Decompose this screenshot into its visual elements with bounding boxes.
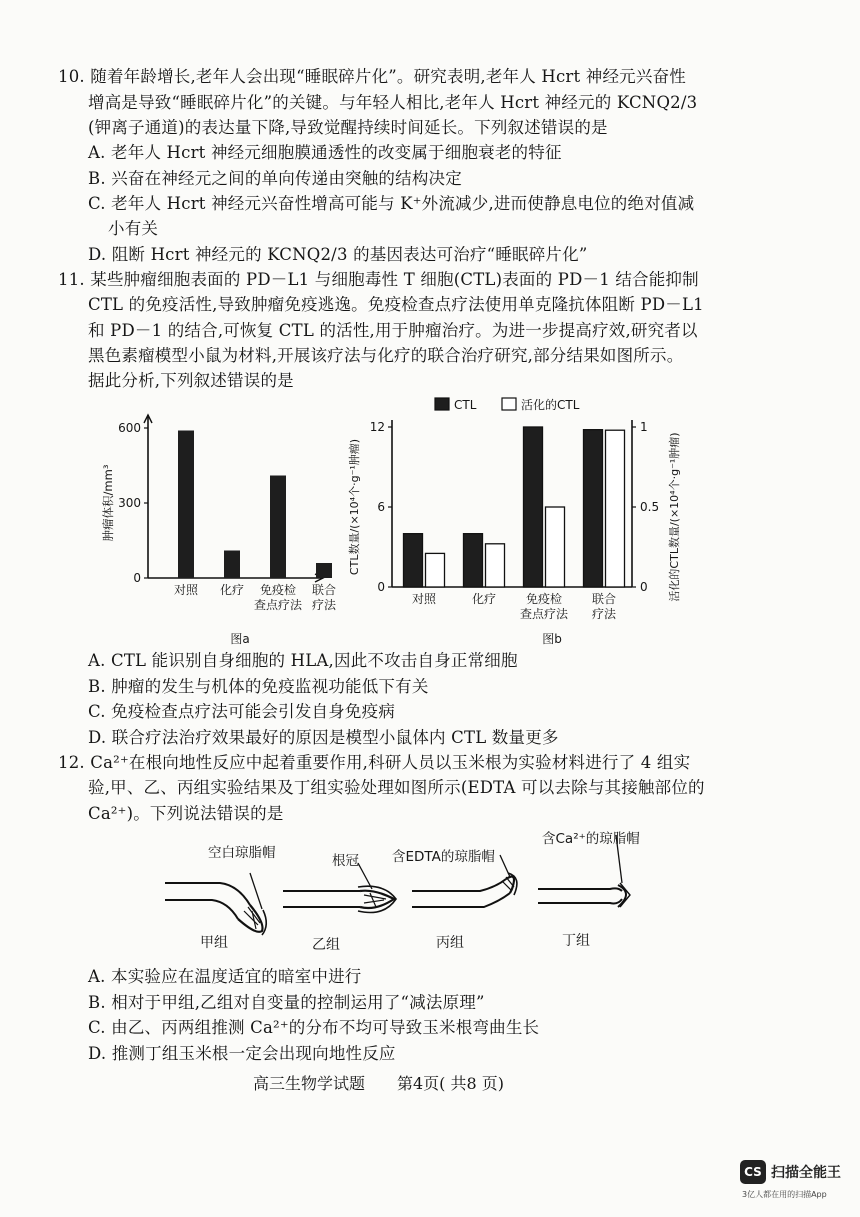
bar-b-ctl-3 [584, 430, 603, 587]
scanner-logo-icon: CS [740, 1160, 766, 1184]
bar-b-ctl-1 [464, 534, 483, 587]
q11-option-b: B. 肿瘤的发生与机体的免疫监视功能低下有关 [88, 677, 429, 696]
root-group-yi [283, 863, 396, 913]
bar-b-activated-ctl-0 [426, 553, 445, 587]
group-yi-label: 乙组 [312, 937, 340, 953]
q11-option-a: A. CTL 能识别自身细胞的 HLA,因此不攻击自身正常细胞 [88, 651, 518, 670]
x-label-b-1-0: 化疗 [471, 592, 497, 606]
y-axis-label-a: 肿瘤体积/mm³ [101, 464, 115, 542]
x-label-b-3-1: 疗法 [591, 607, 617, 621]
x-label-b-0-0: 对照 [411, 592, 437, 606]
bar-a-1 [224, 551, 240, 579]
x-label-b-2-1: 查点疗法 [519, 607, 569, 621]
q12-line-3: Ca²⁺)。下列说法错误的是 [88, 804, 284, 823]
y-tick-label-0: 0 [133, 571, 141, 585]
y-tick-label-b-1: 6 [377, 500, 385, 514]
q10-line-3: (钾离子通道)的表达量下降,导致觉醒持续时间延长。下列叙述错误的是 [88, 118, 608, 137]
group-bing-label: 丙组 [436, 935, 464, 951]
y-right-tick-label-b-2: 1 [640, 420, 648, 434]
bar-b-activated-ctl-1 [486, 544, 505, 587]
x-label-a-1-0: 化疗 [219, 583, 245, 597]
q11-option-c: C. 免疫检查点疗法可能会引发自身免疫病 [88, 702, 396, 721]
q11-line-5: 据此分析,下列叙述错误的是 [88, 371, 294, 390]
y-tick-label-2: 600 [118, 421, 141, 435]
q11-line-3: 和 PD－1 的结合,可恢复 CTL 的活性,用于肿瘤治疗。为进一步提高疗效,研究者以 [88, 321, 698, 340]
label-blank-agar-cap: 空白琼脂帽 [208, 845, 276, 861]
chart-a [90, 405, 340, 655]
q12-option-d: D. 推测丁组玉米根一定会出现向地性反应 [88, 1044, 396, 1063]
legend-swatch-activated-ctl [502, 398, 516, 410]
y-axis-label-b: CTL数量/(×10⁴个·g⁻¹肿瘤) [348, 438, 361, 576]
q11-line-4: 黑色素瘤模型小鼠为材料,开展该疗法与化疗的联合治疗研究,部分结果如图所示。 [88, 346, 684, 365]
y-tick-label-b-2: 12 [369, 420, 385, 434]
scanner-slogan: 3亿人都在用的扫描App [742, 1190, 827, 1199]
y-tick-label-1: 300 [118, 496, 141, 510]
bar-b-ctl-2 [524, 427, 543, 587]
legend-label-ctl: CTL [454, 398, 477, 412]
x-label-a-2-1: 查点疗法 [253, 598, 303, 612]
chart-b-marks [404, 398, 625, 587]
bar-a-3 [316, 563, 332, 578]
x-label-a-3-1: 疗法 [311, 598, 337, 612]
q11-line-2: CTL 的免疫活性,导致肿瘤免疫逃逸。免疫检查点疗法使用单克隆抗体阻断 PD－L1 [88, 295, 704, 314]
x-label-a-2-0: 免疫检 [259, 583, 297, 597]
legend-label-activated-ctl: 活化的CTL [521, 398, 580, 412]
bar-a-2 [270, 476, 286, 579]
q10-option-b: B. 兴奋在神经元之间的单向传递由突触的结构决定 [88, 169, 462, 188]
bar-b-activated-ctl-2 [546, 507, 565, 587]
legend-swatch-ctl [435, 398, 449, 410]
bar-b-activated-ctl-3 [606, 430, 625, 587]
q10-line-1: 10. 随着年龄增长,老年人会出现“睡眠碎片化”。研究表明,老年人 Hcrt 神经元兴奋性 [58, 67, 686, 86]
page-footer: 高三生物学试题 第4页( 共8 页) [253, 1074, 505, 1093]
label-ca-agar-cap: 含Ca²⁺的琼脂帽 [542, 831, 640, 847]
scanner-name: 扫描全能王 [771, 1165, 841, 1181]
label-root-cap: 根冠 [332, 853, 359, 869]
group-ding-label: 丁组 [562, 933, 590, 949]
x-label-b-3-0: 联合 [591, 592, 617, 606]
y-axis-label-b-right: 活化的CTL数量/(×10⁴个·g⁻¹肿瘤) [668, 432, 681, 602]
q11-line-1: 11. 某些肿瘤细胞表面的 PD－L1 与细胞毒性 T 细胞(CTL)表面的 PD－1 结合能抑制 [58, 270, 699, 289]
q10-line-2: 增高是导致“睡眠碎片化”的关键。与年轻人相比,老年人 Hcrt 神经元的 KCNQ2/3 [88, 93, 698, 112]
root-group-jia [165, 873, 266, 935]
root-diagram [150, 825, 670, 960]
q12-option-c: C. 由乙、丙两组推测 Ca²⁺的分布不均可导致玉米根弯曲生长 [88, 1018, 540, 1037]
chart-b [340, 390, 700, 655]
q10-option-c: C. 老年人 Hcrt 神经元兴奋性增高可能与 K⁺外流减少,进而使静息电位的绝对值减 [88, 194, 695, 213]
x-label-b-2-0: 免疫检 [525, 592, 563, 606]
y-right-tick-label-b-1: 0.5 [640, 500, 660, 514]
q12-line-2: 验,甲、乙、丙组实验结果及丁组实验处理如图所示(EDTA 可以去除与其接触部位的 [88, 778, 705, 797]
scanner-watermark [740, 1160, 845, 1204]
chart-a-text [101, 421, 337, 646]
q11-option-d: D. 联合疗法治疗效果最好的原因是模型小鼠体内 CTL 数量更多 [88, 728, 559, 747]
q10-option-c-cont: 小有关 [108, 219, 159, 238]
chart-a-caption: 图a [230, 632, 250, 646]
q12-option-b: B. 相对于甲组,乙组对自变量的控制运用了“减法原理” [88, 993, 485, 1012]
chart-b-text [347, 398, 681, 646]
q12-option-a: A. 本实验应在温度适宜的暗室中进行 [88, 967, 362, 986]
chart-a-marks [178, 431, 332, 579]
q10-option-d: D. 阻断 Hcrt 神经元的 KCNQ2/3 的基因表达可治疗“睡眠碎片化” [88, 245, 588, 264]
x-label-a-3-0: 联合 [311, 583, 337, 597]
x-label-a-0-0: 对照 [173, 583, 199, 597]
y-tick-label-b-0: 0 [377, 580, 385, 594]
q10-option-a: A. 老年人 Hcrt 神经元细胞膜通透性的改变属于细胞衰老的特征 [88, 143, 562, 162]
bar-b-ctl-0 [404, 534, 423, 587]
y-right-tick-label-b-0: 0 [640, 580, 648, 594]
label-edta-agar-cap: 含EDTA的琼脂帽 [392, 849, 495, 865]
chart-b-caption: 图b [542, 632, 562, 646]
bar-a-0 [178, 431, 194, 579]
q12-line-1: 12. Ca²⁺在根向地性反应中起着重要作用,科研人员以玉米根为实验材料进行了 4 组实 [58, 753, 691, 772]
group-jia-label: 甲组 [200, 935, 228, 951]
